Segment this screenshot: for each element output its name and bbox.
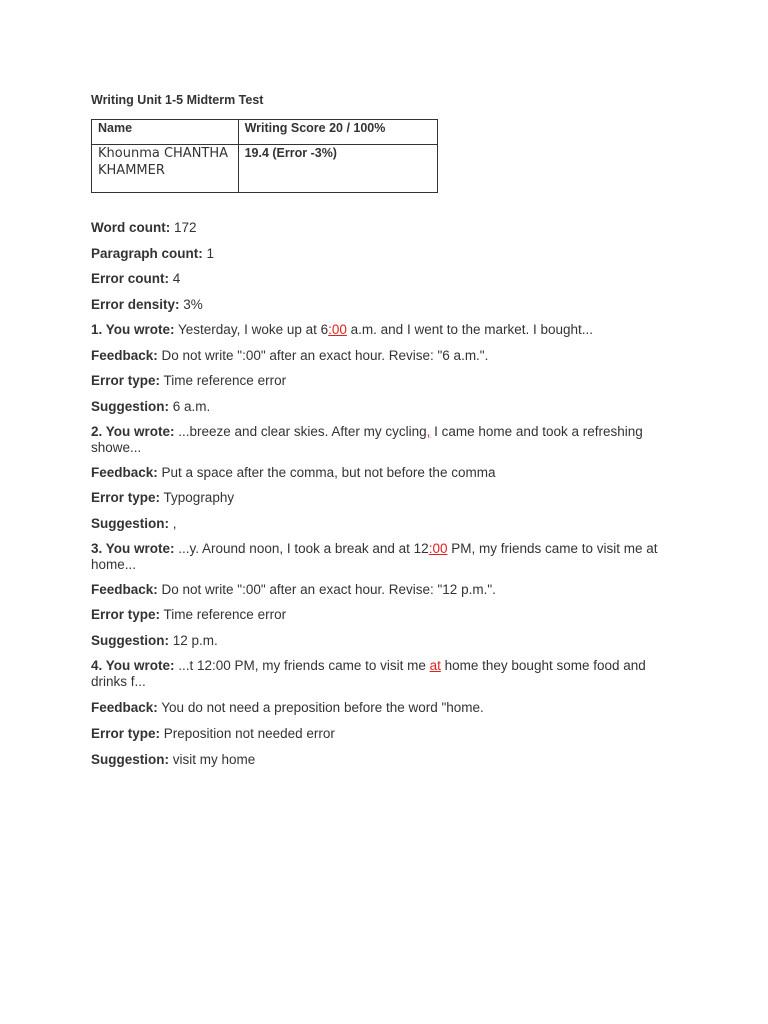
error-1-type-text: Time reference error <box>160 373 287 388</box>
error-4-type <box>91 726 671 742</box>
error-2-wrote-before: ...breeze and clear skies. After my cycling <box>174 424 427 439</box>
error-2-feedback <box>91 465 671 481</box>
error-1-type <box>91 373 671 389</box>
error-count-line <box>91 271 671 287</box>
error-4-suggestion-text: visit my home <box>169 752 256 767</box>
document-title: Writing Unit 1-5 Midterm Test <box>91 93 264 107</box>
score-table <box>91 119 438 193</box>
error-4-highlight: at <box>429 658 441 673</box>
error-3-type <box>91 607 671 623</box>
student-name: Khounma CHANTHAKHAMMER <box>98 146 229 178</box>
paragraph-count-value: 1 <box>206 246 215 261</box>
error-count-label: Error count: <box>91 271 170 286</box>
score-header-cell <box>238 120 437 145</box>
error-4-type-label: Error type: <box>91 726 161 741</box>
error-3-type-text: Time reference error <box>160 607 287 622</box>
error-1-suggestion-label: Suggestion: <box>91 399 169 414</box>
error-1-highlight: :00 <box>328 322 347 337</box>
error-3-type-label: Error type: <box>91 607 161 622</box>
error-1-feedback-text: Do not write ":00" after an exact hour. Revise: "6 a.m.". <box>157 348 489 363</box>
word-count-value: 172 <box>174 220 197 235</box>
error-4-wrote-label: 4. You wrote: <box>91 658 175 673</box>
error-2-wrote-label: 2. You wrote: <box>91 424 175 439</box>
score-table-header-row <box>92 120 438 145</box>
paragraph-count-line <box>91 246 671 262</box>
error-2-suggestion-text: , <box>169 516 177 531</box>
student-name-cell <box>92 145 239 193</box>
error-3-feedback-label: Feedback: <box>91 582 158 597</box>
error-3-feedback <box>91 582 671 598</box>
error-4-suggestion-label: Suggestion: <box>91 752 169 767</box>
error-1-wrote-before: Yesterday, I woke up at 6 <box>174 322 329 337</box>
error-2-wrote <box>91 424 671 456</box>
error-3-wrote <box>91 541 671 573</box>
error-3-highlight: :00 <box>428 541 448 556</box>
score-cell <box>238 145 437 193</box>
error-4-feedback-label: Feedback: <box>91 700 158 715</box>
word-count-label: Word count: <box>91 220 171 235</box>
error-3-wrote-after: PM, my friends came to visit me at home... <box>91 541 658 572</box>
error-1-wrote-after: a.m. and I went to the market. I bought... <box>346 322 594 337</box>
error-3-suggestion-label: Suggestion: <box>91 633 169 648</box>
error-1-type-label: Error type: <box>91 373 161 388</box>
error-density-value: 3% <box>183 297 203 312</box>
error-2-suggestion-label: Suggestion: <box>91 516 169 531</box>
word-count-line <box>91 220 671 236</box>
error-4-wrote <box>91 658 671 690</box>
error-2-type <box>91 490 671 506</box>
name-header-cell <box>92 120 239 145</box>
error-2-type-label: Error type: <box>91 490 161 505</box>
error-1-suggestion <box>91 399 671 415</box>
error-3-wrote-before: ...y. Around noon, I took a break and at 12 <box>174 541 429 556</box>
error-2-type-text: Typography <box>160 490 235 505</box>
error-1-feedback-label: Feedback: <box>91 348 158 363</box>
error-4-wrote-after: home they bought some food and drinks f... <box>91 658 646 689</box>
error-4-feedback <box>91 700 671 716</box>
error-3-suggestion-text: 12 p.m. <box>169 633 218 648</box>
score-table-body-row <box>92 145 438 193</box>
score-header: Writing Score 20 / 100% <box>244 121 386 135</box>
error-4-type-text: Preposition not needed error <box>160 726 335 741</box>
error-1-wrote <box>91 322 671 338</box>
error-density-line <box>91 297 671 313</box>
error-3-feedback-text: Do not write ":00" after an exact hour. Revise: "12 p.m.". <box>157 582 496 597</box>
error-2-suggestion <box>91 516 671 532</box>
error-2-feedback-label: Feedback: <box>91 465 158 480</box>
error-4-feedback-text: You do not need a preposition before the word "home. <box>157 700 484 715</box>
error-count-value: 4 <box>172 271 181 286</box>
error-2-wrote-after: I came home and took a refreshing showe... <box>91 424 643 455</box>
error-3-suggestion <box>91 633 671 649</box>
error-1-wrote-label: 1. You wrote: <box>91 322 175 337</box>
score-value: 19.4 (Error -3%) <box>244 146 337 160</box>
error-density-label: Error density: <box>91 297 180 312</box>
error-1-suggestion-text: 6 a.m. <box>169 399 211 414</box>
error-4-wrote-before: ...t 12:00 PM, my friends came to visit me <box>174 658 430 673</box>
error-1-feedback <box>91 348 671 364</box>
error-3-wrote-label: 3. You wrote: <box>91 541 175 556</box>
error-2-highlight: , <box>426 424 431 439</box>
name-header: Name <box>98 121 133 135</box>
error-2-feedback-text: Put a space after the comma, but not before the comma <box>157 465 496 480</box>
paragraph-count-label: Paragraph count: <box>91 246 203 261</box>
error-4-suggestion <box>91 752 671 768</box>
